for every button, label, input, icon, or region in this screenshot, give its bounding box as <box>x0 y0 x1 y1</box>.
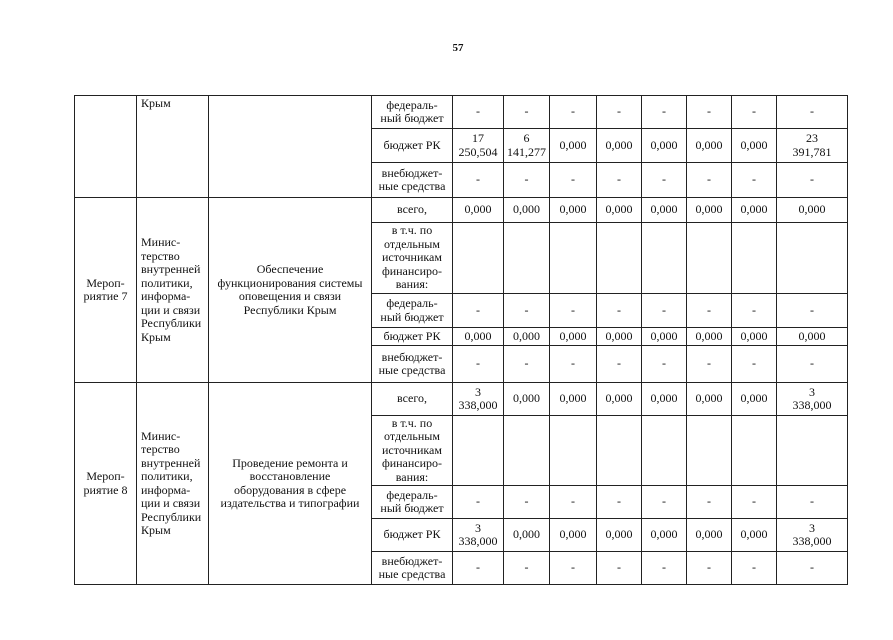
measure-cell: Мероп- риятие 7 <box>75 198 137 383</box>
funding-source-cell: внебюджет- ные средства <box>372 346 453 383</box>
value-cell: 0,000 <box>504 198 550 223</box>
value-cell <box>550 416 597 486</box>
value-cell: 0,000 <box>550 519 597 552</box>
value-cell: - <box>732 346 777 383</box>
value-cell: 0,000 <box>687 383 732 416</box>
value-cell: 0,000 <box>504 519 550 552</box>
funding-source-cell: бюджет РК <box>372 129 453 163</box>
value-cell <box>642 223 687 294</box>
value-cell: 0,000 <box>597 198 642 223</box>
executor-cell: Минис- терство внутренней политики, информа- ции и связи Республики Крым <box>137 198 209 383</box>
funding-source-cell: всего, <box>372 383 453 416</box>
value-cell: - <box>504 163 550 198</box>
value-cell: 0,000 <box>642 519 687 552</box>
measure-cell <box>75 96 137 198</box>
value-cell: - <box>642 294 687 328</box>
funding-source-cell: в т.ч. по отдельным источникам финансиро- вания: <box>372 416 453 486</box>
value-cell: 0,000 <box>642 383 687 416</box>
value-cell: 0,000 <box>453 198 504 223</box>
budget-table <box>74 95 848 585</box>
description-cell: Обеспечение функционирования системы оповещения и связи Республики Крым <box>209 198 372 383</box>
value-cell: - <box>550 552 597 585</box>
value-cell: - <box>597 163 642 198</box>
value-cell: - <box>453 346 504 383</box>
value-cell: - <box>687 486 732 519</box>
value-cell: - <box>504 552 550 585</box>
value-cell: 0,000 <box>732 328 777 346</box>
value-cell: 0,000 <box>732 129 777 163</box>
table-body <box>75 96 848 585</box>
description-cell <box>209 96 372 198</box>
description-cell: Проведение ремонта и восстановление оборудования в сфере издательства и типографии <box>209 383 372 585</box>
value-cell <box>732 416 777 486</box>
funding-source-cell: всего, <box>372 198 453 223</box>
page-number: 57 <box>452 42 464 54</box>
value-cell: - <box>504 486 550 519</box>
value-cell: - <box>777 96 848 129</box>
value-cell: - <box>453 96 504 129</box>
value-cell <box>777 223 848 294</box>
value-cell: 0,000 <box>453 328 504 346</box>
value-cell <box>550 223 597 294</box>
value-cell: - <box>597 552 642 585</box>
value-cell: 0,000 <box>732 519 777 552</box>
value-cell: - <box>504 346 550 383</box>
value-cell: 6 141,277 <box>504 129 550 163</box>
value-cell: 0,000 <box>597 129 642 163</box>
funding-source-cell: бюджет РК <box>372 519 453 552</box>
value-cell: 0,000 <box>777 328 848 346</box>
value-cell: - <box>504 294 550 328</box>
value-cell: - <box>453 294 504 328</box>
value-cell: - <box>687 346 732 383</box>
value-cell: 0,000 <box>550 129 597 163</box>
value-cell: 3 338,000 <box>453 519 504 552</box>
value-cell: - <box>687 294 732 328</box>
value-cell: - <box>642 96 687 129</box>
value-cell: 0,000 <box>642 129 687 163</box>
value-cell <box>504 223 550 294</box>
value-cell <box>597 223 642 294</box>
value-cell: - <box>687 96 732 129</box>
funding-source-cell: федераль- ный бюджет <box>372 96 453 129</box>
value-cell: - <box>732 552 777 585</box>
value-cell <box>453 416 504 486</box>
value-cell: 3 338,000 <box>777 519 848 552</box>
value-cell: - <box>597 294 642 328</box>
value-cell: - <box>550 486 597 519</box>
value-cell: 0,000 <box>732 383 777 416</box>
value-cell: - <box>453 552 504 585</box>
value-cell: 17 250,504 <box>453 129 504 163</box>
value-cell: 0,000 <box>597 383 642 416</box>
value-cell <box>687 223 732 294</box>
funding-source-cell: в т.ч. по отдельным источникам финансиро- вания: <box>372 223 453 294</box>
value-cell: 0,000 <box>687 328 732 346</box>
funding-source-cell: федераль- ный бюджет <box>372 486 453 519</box>
value-cell: 3 338,000 <box>453 383 504 416</box>
value-cell: - <box>732 486 777 519</box>
funding-source-cell: федераль- ный бюджет <box>372 294 453 328</box>
value-cell: - <box>550 96 597 129</box>
value-cell: - <box>453 163 504 198</box>
value-cell: - <box>597 96 642 129</box>
funding-source-cell: внебюджет- ные средства <box>372 163 453 198</box>
value-cell: - <box>732 163 777 198</box>
value-cell <box>453 223 504 294</box>
value-cell: 0,000 <box>550 383 597 416</box>
value-cell: - <box>597 486 642 519</box>
value-cell <box>777 416 848 486</box>
value-cell: - <box>550 163 597 198</box>
value-cell: - <box>777 163 848 198</box>
value-cell: - <box>642 346 687 383</box>
value-cell <box>642 416 687 486</box>
value-cell: - <box>732 96 777 129</box>
value-cell: - <box>642 163 687 198</box>
measure-cell: Мероп- риятие 8 <box>75 383 137 585</box>
value-cell: 0,000 <box>642 198 687 223</box>
value-cell: 0,000 <box>777 198 848 223</box>
value-cell: 0,000 <box>504 328 550 346</box>
table-row <box>75 96 848 129</box>
value-cell: 0,000 <box>732 198 777 223</box>
table-row <box>75 383 848 416</box>
value-cell: 0,000 <box>550 328 597 346</box>
value-cell <box>687 416 732 486</box>
value-cell: - <box>777 486 848 519</box>
value-cell: - <box>777 346 848 383</box>
value-cell: 0,000 <box>687 519 732 552</box>
value-cell: 0,000 <box>687 129 732 163</box>
value-cell: 0,000 <box>597 519 642 552</box>
table-row <box>75 198 848 223</box>
value-cell: 0,000 <box>504 383 550 416</box>
value-cell: 23 391,781 <box>777 129 848 163</box>
value-cell <box>504 416 550 486</box>
value-cell: - <box>732 294 777 328</box>
value-cell: 3 338,000 <box>777 383 848 416</box>
executor-cell: Крым <box>137 96 209 198</box>
value-cell: - <box>550 294 597 328</box>
value-cell: - <box>642 486 687 519</box>
executor-cell: Минис- терство внутренней политики, информа- ции и связи Республики Крым <box>137 383 209 585</box>
value-cell: 0,000 <box>687 198 732 223</box>
value-cell: - <box>550 346 597 383</box>
value-cell: - <box>687 552 732 585</box>
value-cell: - <box>777 294 848 328</box>
value-cell: - <box>597 346 642 383</box>
value-cell: 0,000 <box>597 328 642 346</box>
value-cell: - <box>777 552 848 585</box>
value-cell: - <box>504 96 550 129</box>
value-cell: 0,000 <box>642 328 687 346</box>
value-cell: - <box>453 486 504 519</box>
value-cell: - <box>687 163 732 198</box>
value-cell <box>732 223 777 294</box>
value-cell <box>597 416 642 486</box>
value-cell: - <box>642 552 687 585</box>
funding-source-cell: внебюджет- ные средства <box>372 552 453 585</box>
funding-source-cell: бюджет РК <box>372 328 453 346</box>
value-cell: 0,000 <box>550 198 597 223</box>
